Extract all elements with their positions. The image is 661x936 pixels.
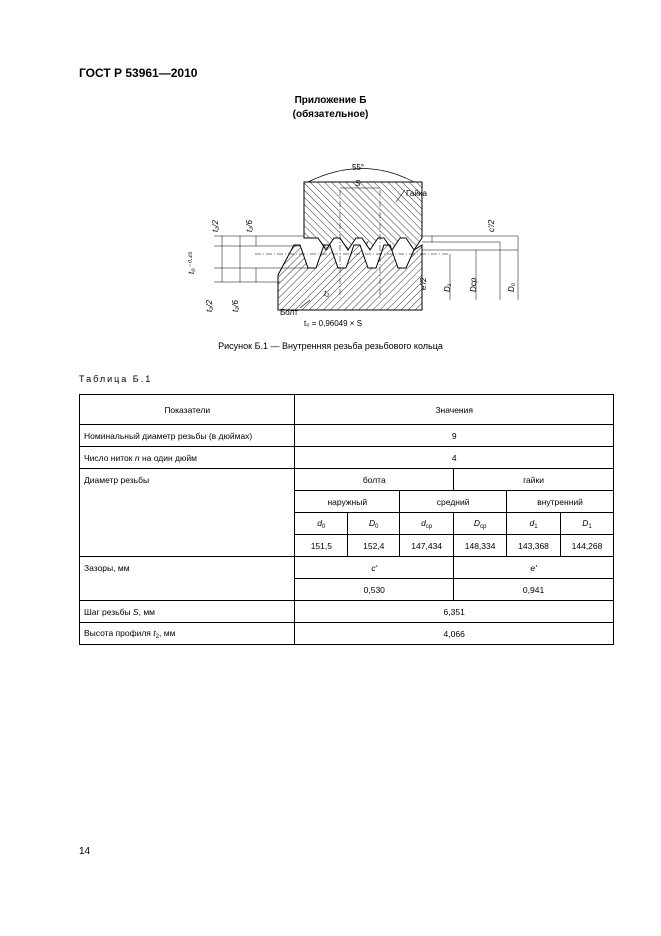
val-D0: 152,4	[348, 535, 400, 557]
e-half-label: e′/2	[419, 277, 428, 290]
sym-Dcp: $D_{ср}$	[454, 513, 507, 535]
inner-group: внутренний	[507, 491, 614, 513]
profile-height-label: Высота профиля $t_2$, мм	[80, 623, 295, 645]
val-d1: 143,368	[507, 535, 561, 557]
t2-half-bottom: t₂/2	[205, 300, 214, 312]
threads-value: 4	[295, 447, 614, 469]
pitch-value: 6,351	[295, 601, 614, 623]
middle-group: средний	[400, 491, 507, 513]
t2-small-label: t₂	[324, 289, 330, 298]
sym-d0: $d_0$	[295, 513, 348, 535]
nominal-value: 9	[295, 425, 614, 447]
val-dcp: 147,434	[400, 535, 454, 557]
header-indicators: Показатели	[80, 395, 295, 425]
bolt-section	[278, 245, 422, 310]
diameter-label: Диаметр резьбы	[80, 469, 295, 557]
table-row	[80, 557, 614, 579]
D0-label: D₀	[507, 282, 516, 292]
D1-label: D₁	[443, 283, 452, 292]
val-d0: 151,5	[295, 535, 348, 557]
nominal-label: Номинальный диаметр резьбы (в дюймах)	[80, 425, 295, 447]
gaps-label: Зазоры, мм	[80, 557, 295, 601]
table-caption: Таблица Б.1	[79, 374, 153, 384]
appendix-status: (обязательное)	[292, 109, 369, 120]
table-row	[80, 469, 614, 491]
val-D1: 144,268	[561, 535, 614, 557]
thread-drawing	[187, 150, 530, 330]
table-row	[80, 425, 614, 447]
table-header-row	[80, 395, 614, 425]
gap-c-value: 0,530	[295, 579, 454, 601]
appendix-title: Приложение Б	[294, 95, 367, 106]
t2-half-top: t₂/2	[211, 220, 220, 232]
sym-d1: $d_1$	[507, 513, 561, 535]
threads-label: Число ниток n на один дюйм	[80, 447, 295, 469]
gap-c-symbol: c′	[295, 557, 454, 579]
bolt-label: Болт	[280, 308, 298, 317]
page-number: 14	[79, 846, 91, 857]
formula: t₀ = 0,96049 × S	[304, 319, 363, 328]
angle-label: 55°	[352, 163, 365, 172]
thread-figure	[187, 150, 530, 330]
pitch-label: Шаг резьбы S, мм	[80, 601, 295, 623]
bolt-group: болта	[295, 469, 454, 491]
nut-section	[304, 182, 422, 250]
t0-tolerance: t₀⁻⁰·⁴⁵	[187, 251, 196, 274]
sym-D0: $D_0$	[348, 513, 400, 535]
table-row	[80, 623, 614, 645]
pitch-label: S	[355, 179, 361, 188]
outer-group: наружный	[295, 491, 400, 513]
table-row	[80, 447, 614, 469]
profile-height-value: 4,066	[295, 623, 614, 645]
thread-table	[79, 394, 614, 645]
gap-e-symbol: e′	[454, 557, 614, 579]
val-Dcp: 148,334	[454, 535, 507, 557]
gap-e-value: 0,941	[454, 579, 614, 601]
sym-D1: $D_1$	[561, 513, 614, 535]
nut-label: Гайка	[406, 189, 427, 198]
c-half-label: c′/2	[487, 219, 496, 232]
table-row	[80, 601, 614, 623]
Dcp-label: Dср	[469, 277, 478, 292]
nut-group: гайки	[454, 469, 614, 491]
radius-label: r	[366, 239, 369, 248]
document-code: ГОСТ Р 53961—2010	[79, 66, 198, 80]
t2-sixth-top: t₂/6	[245, 220, 254, 232]
figure-caption: Рисунок Б.1 — Внутренняя резьба резьбового кольца	[218, 341, 443, 351]
sym-dcp: $d_{ср}$	[400, 513, 454, 535]
t2-sixth-bottom: t₂/6	[231, 300, 240, 312]
header-values: Значения	[295, 395, 614, 425]
